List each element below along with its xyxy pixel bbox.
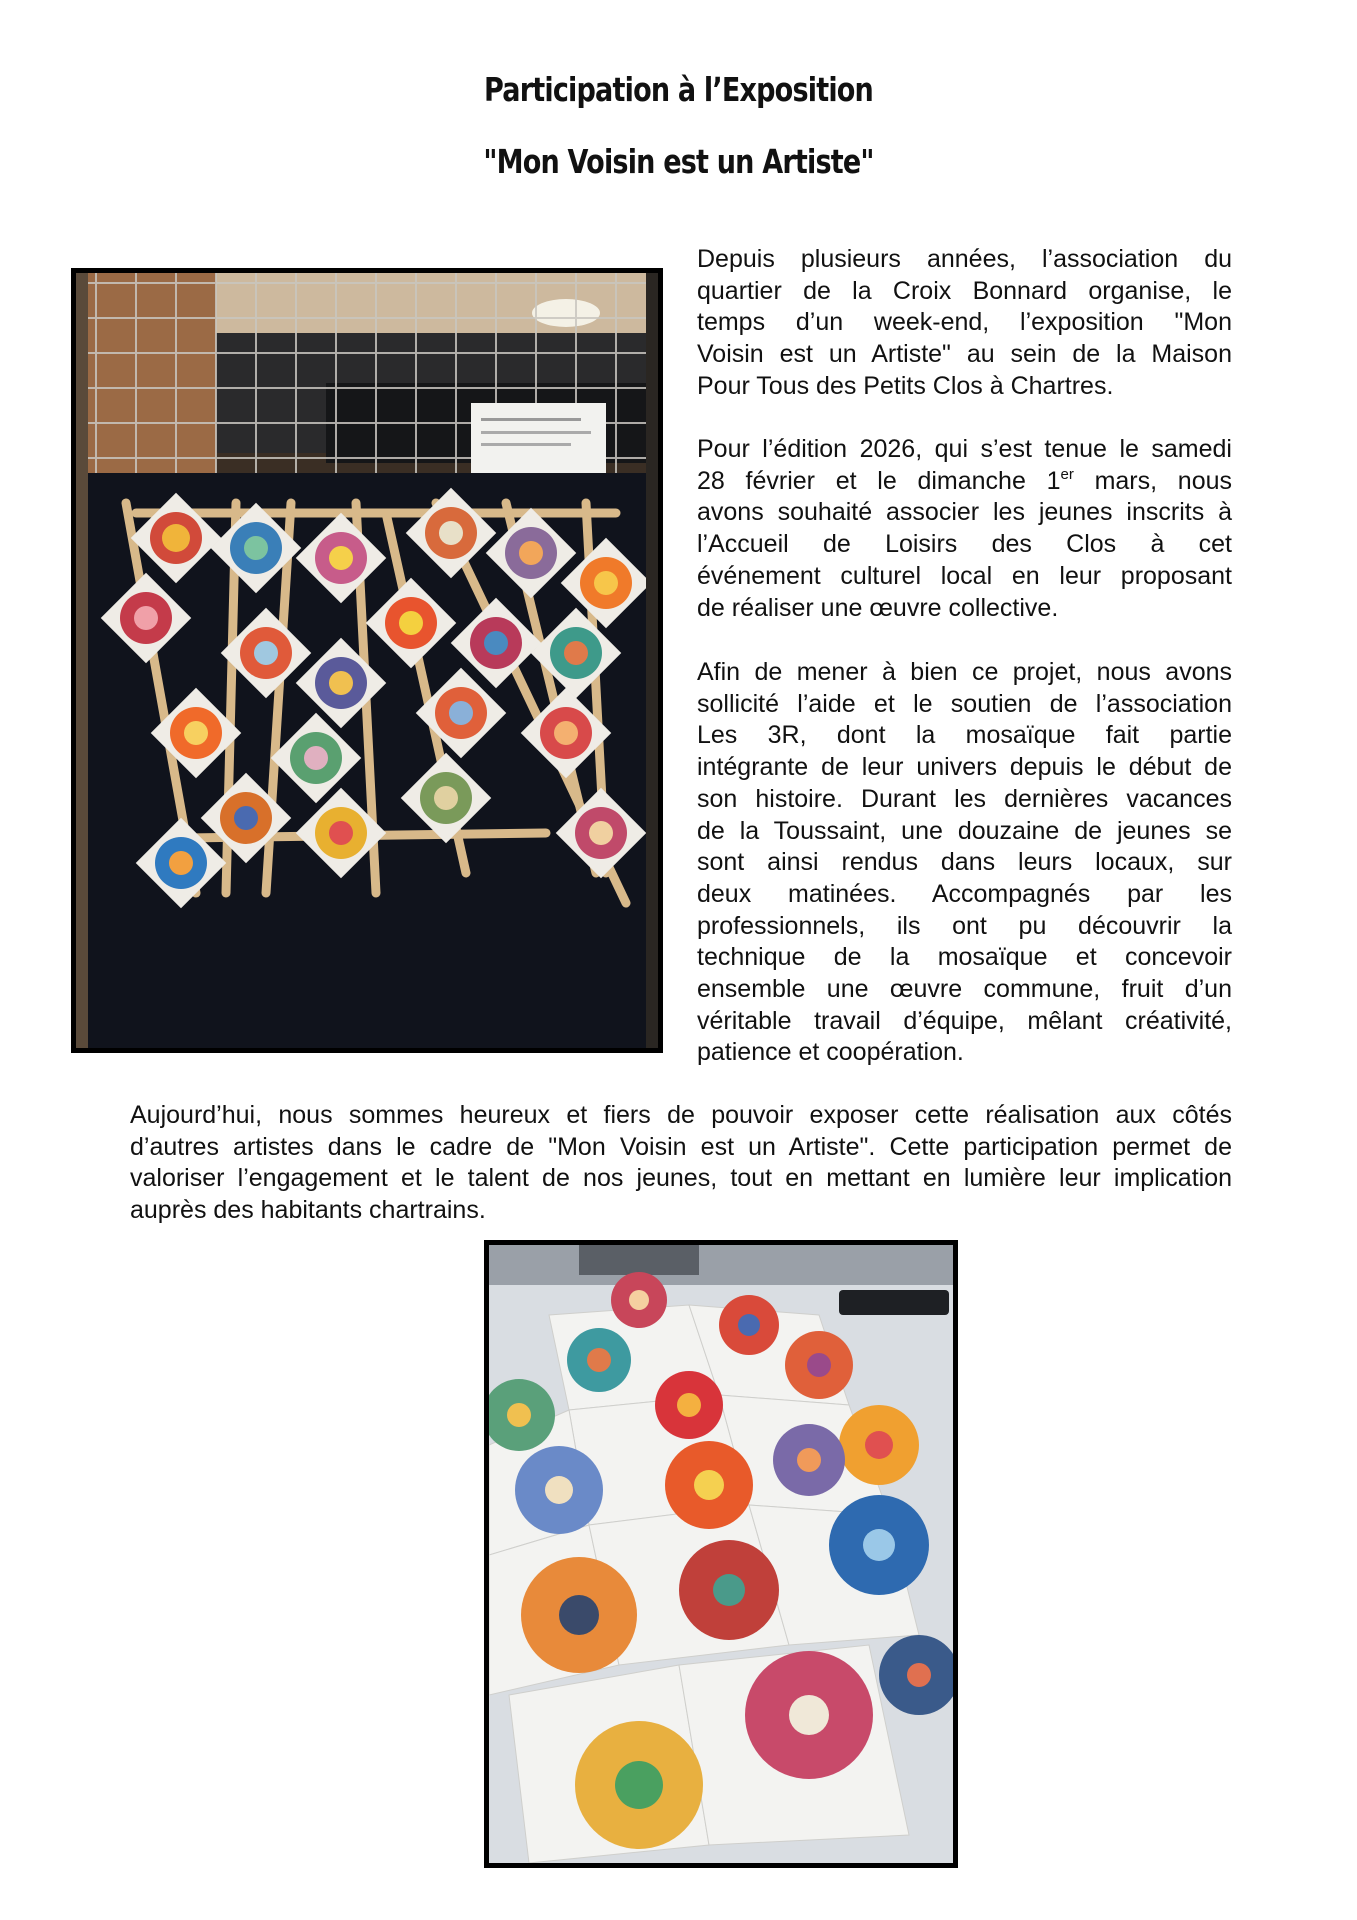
page-title: Participation à l’Exposition xyxy=(484,70,873,109)
exhibition-display-photo xyxy=(71,268,663,1053)
text-line: valoriser l’engagement et le talent de nos jeunes, tout en mettant en lumière leur implication xyxy=(130,1164,1232,1193)
text-line: Aujourd’hui, nous sommes heureux et fiers de pouvoir exposer cette réalisation aux côtés xyxy=(130,1101,1232,1129)
text-line: événement culturel local en leur proposant xyxy=(697,561,1232,590)
text-line: Pour Tous des Petits Clos à Chartres. xyxy=(697,371,1114,400)
exhibition-display-illustration xyxy=(76,273,658,1048)
text-line: Voisin est un Artiste" au sein de la Maison xyxy=(697,340,1232,369)
text-line: professionnels, ils ont pu découvrir la xyxy=(697,911,1232,940)
mosaic-table-photo xyxy=(484,1240,958,1868)
paragraph-4 xyxy=(130,1100,1232,1227)
text-line: temps d’un week-end, l’exposition "Mon xyxy=(697,308,1232,337)
paragraph-3 xyxy=(697,657,1232,1069)
text-line xyxy=(697,466,1232,498)
paragraph-2 xyxy=(697,434,1232,624)
paragraph-1 xyxy=(697,244,1232,403)
text-line: deux matinées. Accompagnés par les xyxy=(697,879,1232,908)
text-line: sollicité l’aide et le soutien de l’association xyxy=(697,689,1232,718)
text-line: de réaliser une œuvre collective. xyxy=(697,593,1059,622)
text-line: véritable travail d’équipe, mêlant créativité, xyxy=(697,1006,1232,1035)
text-line: ensemble une œuvre commune, fruit d’un xyxy=(697,975,1232,1004)
text-line: patience et coopération. xyxy=(697,1038,964,1067)
date-text: 28 février et le dimanche 1 xyxy=(697,466,1061,495)
text-line: de la Toussaint, une douzaine de jeunes se xyxy=(697,816,1232,845)
text-line: Afin de mener à bien ce projet, nous avons xyxy=(697,658,1232,686)
date-text-end: mars, nous xyxy=(1073,466,1233,495)
text-line: technique de la mosaïque et concevoir xyxy=(697,943,1232,972)
text-line: Pour l’édition 2026, qui s’est tenue le samedi xyxy=(697,435,1232,463)
text-line: Les 3R, dont la mosaïque fait partie xyxy=(697,721,1232,750)
text-line: intégrante de leur univers depuis le début de xyxy=(697,753,1232,782)
superscript: er xyxy=(1060,465,1074,483)
text-line: Depuis plusieurs années, l’association du xyxy=(697,245,1232,273)
text-line: son histoire. Durant les dernières vacances xyxy=(697,784,1232,813)
text-line: sont ainsi rendus dans leurs locaux, sur xyxy=(697,848,1232,877)
mosaic-table-illustration xyxy=(489,1245,953,1863)
text-line: quartier de la Croix Bonnard organise, le xyxy=(697,276,1232,305)
text-line: auprès des habitants chartrains. xyxy=(130,1196,486,1225)
text-line: avons souhaité associer les jeunes inscrits à xyxy=(697,498,1232,527)
text-line: d’autres artistes dans le cadre de "Mon Voisin est un Artiste". Cette participation permet de xyxy=(130,1132,1232,1161)
page-subtitle: "Mon Voisin est un Artiste" xyxy=(483,142,874,181)
text-line: l’Accueil de Loisirs des Clos à cet xyxy=(697,530,1232,559)
